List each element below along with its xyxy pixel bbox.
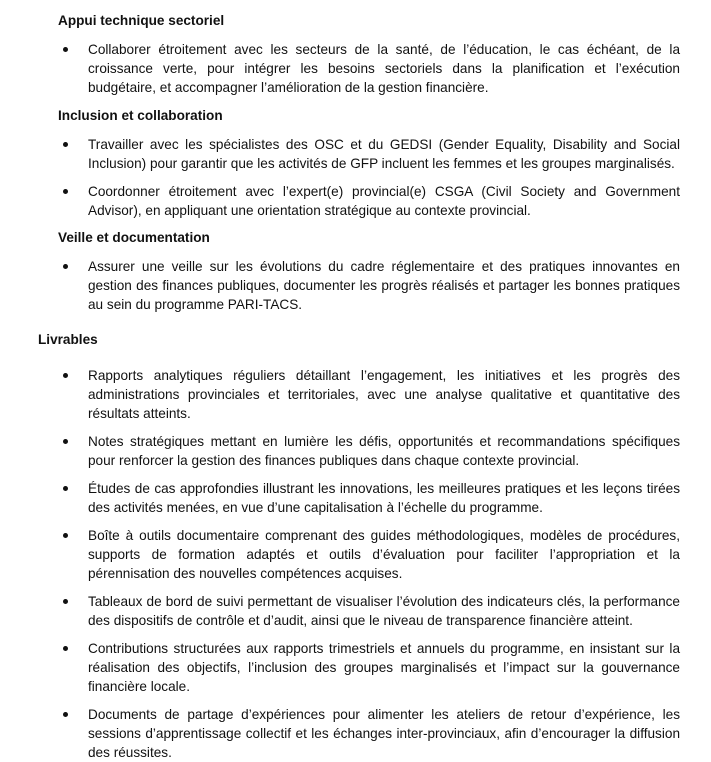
list-item [0,479,711,517]
list-item [0,592,711,630]
section-heading-veille: Veille et documentation [58,230,210,245]
list-item [0,526,711,583]
section-heading-livrables: Livrables [38,332,98,347]
list-item-text: Coordonner étroitement avec l’expert(e) provincial(e) CSGA (Civil Society and Government Advisor), en appliquant une orientation stratégique au contexte provincial. [88,184,680,218]
bullet-icon [63,486,68,491]
list-item-text: Études de cas approfondies illustrant les innovations, les meilleures pratiques et les leçons tirées des activités menées, en vue d’une capitalisation à l’échelle du programme. [88,481,680,515]
bullet-icon [63,142,68,147]
list-item [0,366,711,423]
list-item [0,705,711,762]
inclusion-list [0,135,711,220]
list-item-text: Documents de partage d’expériences pour alimenter les ateliers de retour d’expérience, les sessions d’apprentissage collectif et les échanges inter-provinciaux, afin d’encourager la diffusion des réussites. [88,707,680,760]
list-item-text: Rapports analytiques réguliers détaillant l’engagement, les initiatives et les progrès des administrations provinciales et territoriales, avec une analyse qualitative et quantitative des résultats atteints. [88,368,680,421]
list-item [0,432,711,470]
section-heading-appui-technique: Appui technique sectoriel [58,13,225,28]
list-item [0,135,711,173]
bullet-icon [63,439,68,444]
list-item [0,40,711,97]
list-item-text: Collaborer étroitement avec les secteurs de la santé, de l’éducation, le cas échéant, de la croissance verte, pour intégrer les besoins sectoriels dans la planification et l’exécution budgétaire, et accompagner l’amélioration de la gestion financière. [88,42,680,95]
bullet-icon [63,373,68,378]
list-item [0,257,711,314]
list-item-text: Tableaux de bord de suivi permettant de visualiser l’évolution des indicateurs clés, la performance des dispositifs de contrôle et d’audit, ainsi que le niveau de transparence financière atteint. [88,594,680,628]
list-item [0,182,711,220]
section-heading-inclusion: Inclusion et collaboration [58,108,223,123]
list-item-text: Notes stratégiques mettant en lumière les défis, opportunités et recommandations spécifiques pour renforcer la gestion des finances publiques dans chaque contexte provincial. [88,434,680,468]
list-item [0,639,711,696]
bullet-icon [63,47,68,52]
bullet-icon [63,264,68,269]
bullet-icon [63,646,68,651]
list-item-text: Assurer une veille sur les évolutions du cadre réglementaire et des pratiques innovantes en gestion des finances publiques, documenter les progrès réalisés et partager les bonnes pratiques au sein du programme PARI-TACS. [88,259,680,312]
list-item-text: Contributions structurées aux rapports trimestriels et annuels du programme, en insistant sur la réalisation des objectifs, l’inclusion des groupes marginalisés et l’impact sur la gouvernance financière locale. [88,641,680,694]
bullet-icon [63,189,68,194]
veille-list [0,257,711,314]
bullet-icon [63,712,68,717]
bullet-icon [63,533,68,538]
bullet-icon [63,599,68,604]
appui-technique-list [0,40,711,97]
livrables-list [0,366,711,762]
list-item-text: Travailler avec les spécialistes des OSC et du GEDSI (Gender Equality, Disability and Social Inclusion) pour garantir que les activités de GFP incluent les femmes et les groupes marginalisés. [88,137,680,171]
list-item-text: Boîte à outils documentaire comprenant des guides méthodologiques, modèles de procédures, supports de formation adaptés et outils d’évaluation pour faciliter l’appropriation et la pérennisation des nouvelles compétences acquises. [88,528,680,581]
